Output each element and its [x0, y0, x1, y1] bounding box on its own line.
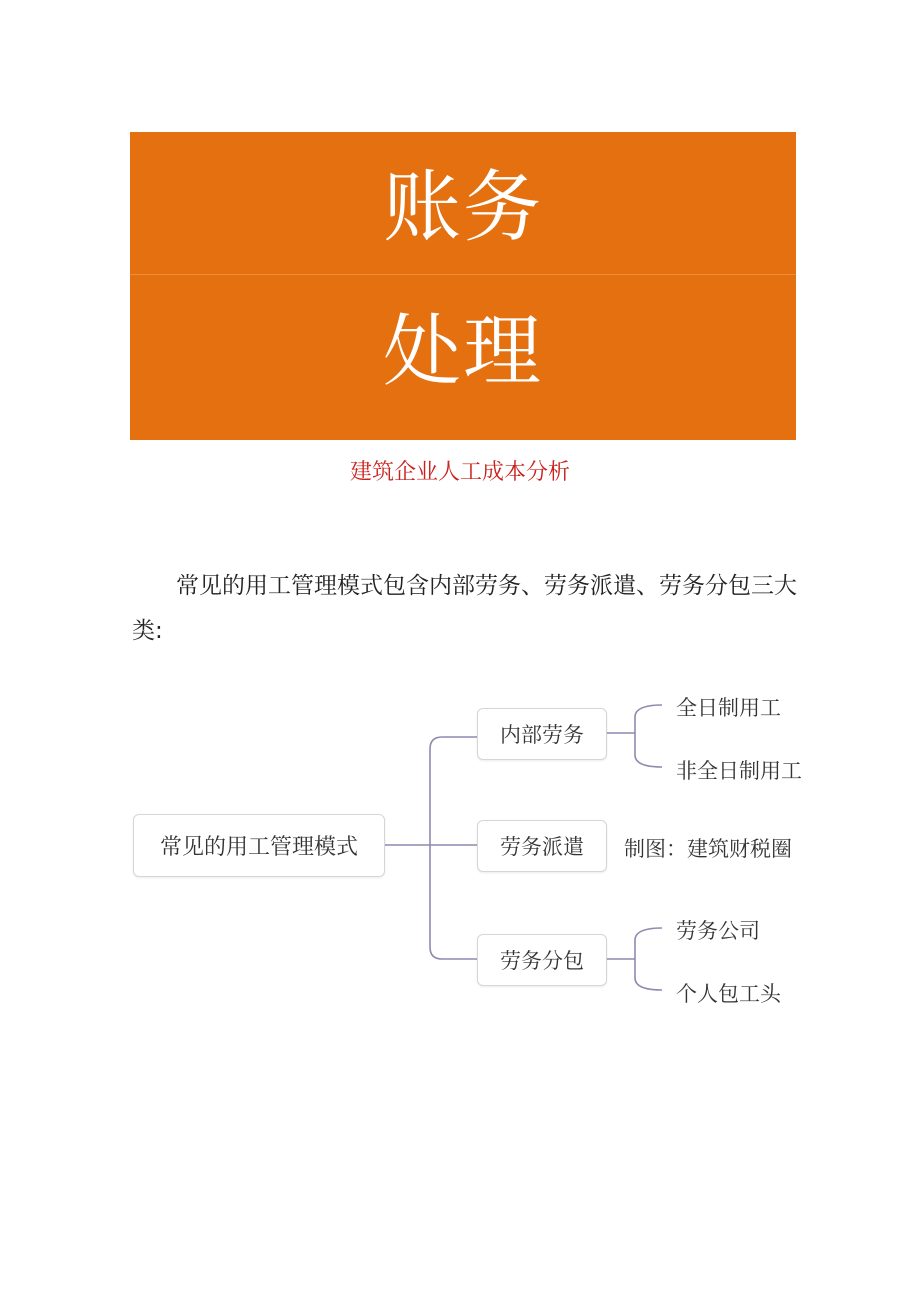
- banner-bottom-block: [130, 275, 796, 440]
- mind-map: [130, 685, 830, 1015]
- branch-node-labor-dispatch: 劳务派遣: [477, 820, 607, 872]
- branch-node-internal-labor: 内部劳务: [477, 708, 607, 760]
- chart-credit-note: 制图：建筑财税圈: [624, 837, 792, 861]
- banner-top-block: [130, 132, 796, 274]
- leaf-full-time: 全日制用工: [676, 696, 781, 720]
- subtitle: 建筑企业人工成本分析: [349, 460, 570, 485]
- mind-map-root-node: 常见的用工管理模式: [133, 814, 385, 877]
- leaf-individual-foreman: 个人包工头: [676, 982, 781, 1006]
- connector-spine: [430, 737, 442, 959]
- leaf-labor-company: 劳务公司: [676, 919, 760, 943]
- title-banner: [130, 132, 796, 440]
- connector-branch-3-bracket: [635, 928, 662, 990]
- intro-paragraph: 常见的用工管理模式包含内部劳务、劳务派遣、劳务分包三大类:: [132, 573, 797, 644]
- banner-line-1: 账务: [382, 163, 543, 253]
- leaf-part-time: 非全日制用工: [676, 759, 802, 783]
- branch-node-labor-subcontract: 劳务分包: [477, 934, 607, 986]
- banner-line-2: 处理: [382, 306, 543, 397]
- connector-branch-1-bracket: [635, 705, 662, 767]
